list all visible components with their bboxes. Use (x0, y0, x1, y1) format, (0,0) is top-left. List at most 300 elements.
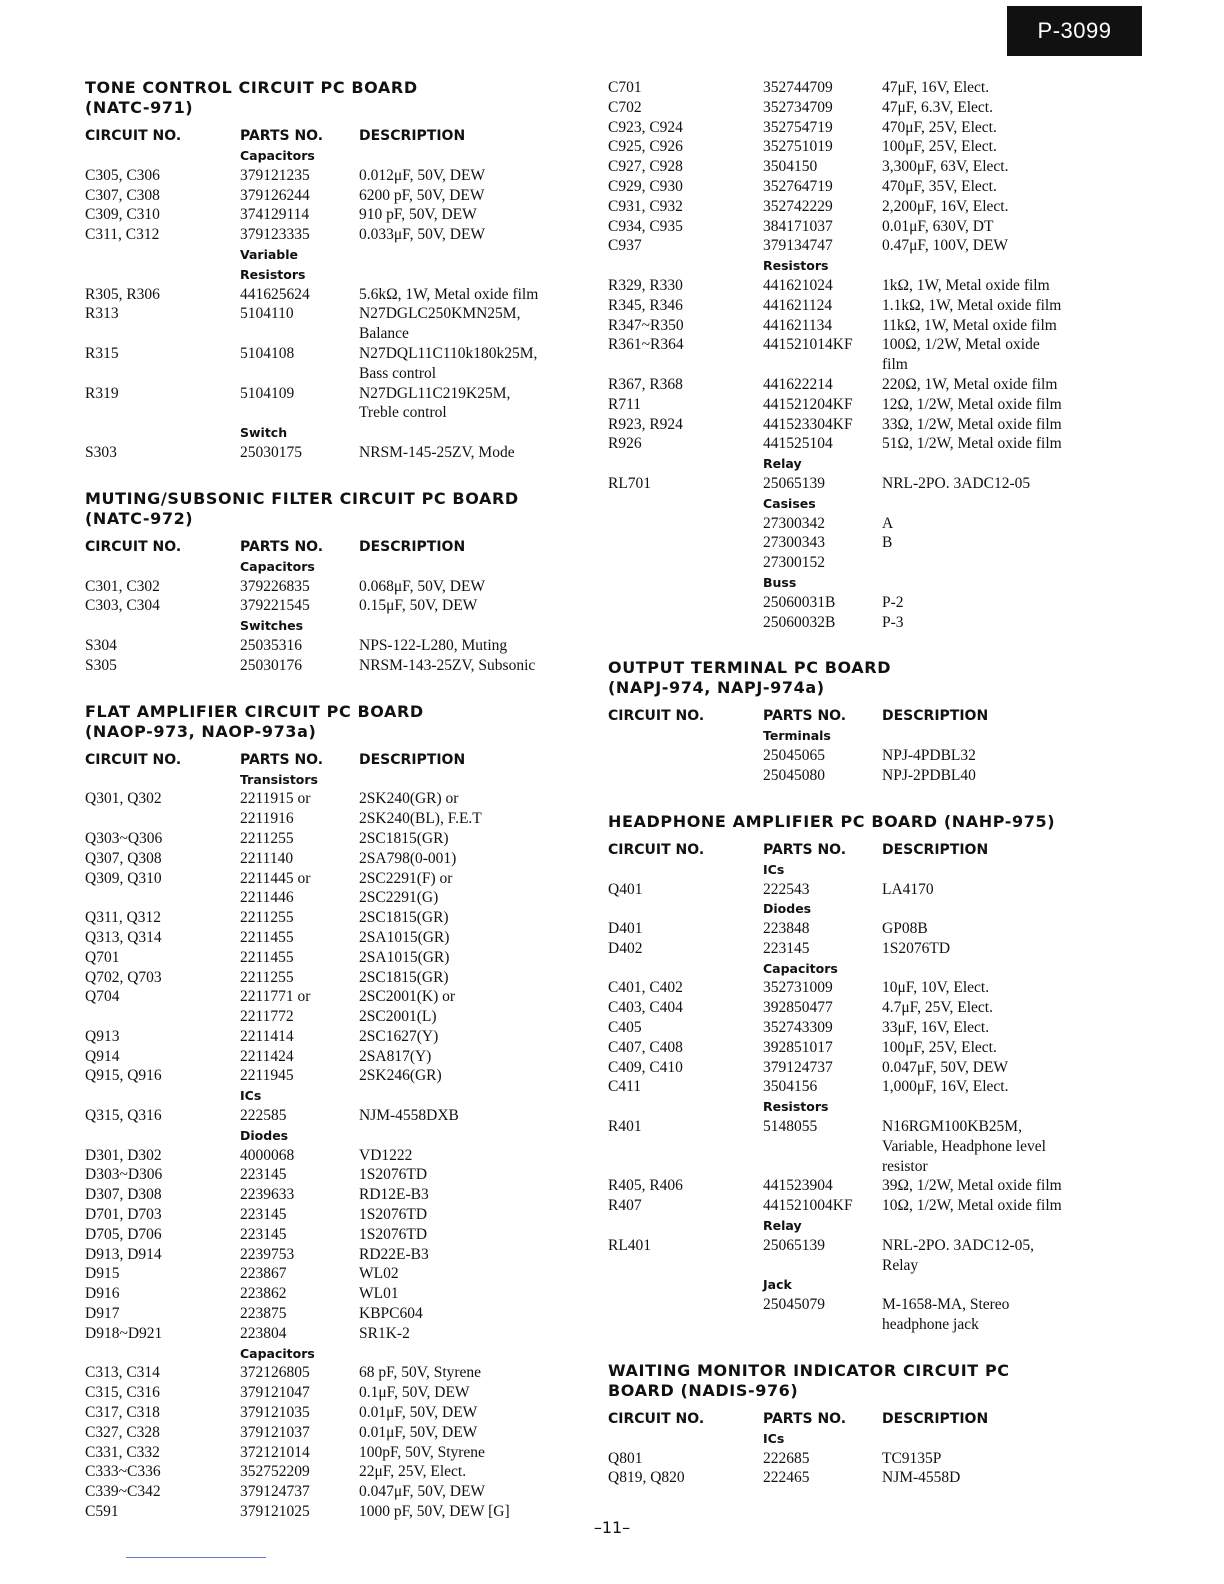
spacer (85, 616, 240, 636)
circuit-no: D401 (608, 920, 643, 938)
group-label-row (608, 1275, 1108, 1295)
circuit-no (608, 613, 763, 633)
description: 2SC1815(GR) (359, 909, 449, 927)
spacer (85, 770, 240, 790)
description-header: DESCRIPTION (359, 751, 466, 768)
circuit-no: C409, C410 (608, 1058, 683, 1076)
table-row (85, 1165, 585, 1185)
table-row (85, 636, 585, 656)
description: 5.6kΩ, 1W, Metal oxide film (359, 285, 539, 303)
parts-no: 223862 (240, 1285, 287, 1303)
group-label-row (85, 1344, 585, 1364)
description: P-3 (882, 613, 904, 631)
description: 1.1kΩ, 1W, Metal oxide film (882, 296, 1062, 314)
parts-no: 223145 (763, 939, 810, 957)
circuit-no-header: CIRCUIT NO. (85, 538, 182, 555)
parts-no: 441521204KF (763, 395, 853, 413)
description: 1S2076TD (359, 1166, 428, 1184)
circuit-no: D303~D306 (85, 1166, 163, 1184)
table-row (608, 533, 1108, 553)
page-tag: P-3099 (1007, 6, 1142, 56)
group-label: Resistors (763, 258, 829, 274)
table-row (85, 1047, 585, 1067)
parts-no: 2239753 (240, 1245, 295, 1263)
table-row (85, 1027, 585, 1047)
parts-no: 441523304KF (763, 415, 853, 433)
parts-section (608, 658, 1108, 785)
parts-no: 379121035 (240, 1404, 310, 1422)
table-row (608, 474, 1108, 494)
spacer (608, 860, 763, 880)
parts-no-header: PARTS NO. (763, 841, 847, 858)
circuit-no: C303, C304 (85, 597, 160, 615)
spacer (85, 1344, 240, 1364)
parts-no: 352744709 (763, 79, 833, 96)
circuit-no: R367, R368 (608, 375, 683, 393)
parts-no: 25030175 (240, 443, 302, 461)
spacer (608, 494, 763, 514)
circuit-no: D916 (85, 1285, 120, 1303)
circuit-no: R345, R346 (608, 296, 683, 314)
parts-no: 25030176 (240, 656, 302, 674)
group-label-row (608, 959, 1108, 979)
description (882, 553, 1108, 573)
parts-no: 2211445 or 2211446 (240, 869, 311, 907)
description: RD22E-B3 (359, 1245, 429, 1263)
spacer (608, 1216, 763, 1236)
circuit-no: Q701 (85, 948, 120, 966)
spacer (608, 1429, 763, 1449)
table-header (85, 750, 585, 770)
table-row (608, 880, 1108, 900)
description: 39Ω, 1/2W, Metal oxide film (882, 1177, 1062, 1195)
table-row (608, 1176, 1108, 1196)
circuit-no: C923, C924 (608, 118, 683, 136)
left-column (85, 78, 585, 1532)
table-row (85, 166, 585, 186)
table-row (85, 1225, 585, 1245)
description: 3,300μF, 63V, Elect. (882, 158, 1009, 176)
description: NJM-4558D (882, 1469, 961, 1487)
table-row (85, 1146, 585, 1166)
description: VD1222 (359, 1146, 413, 1164)
section-title: OUTPUT TERMINAL PC BOARD (608, 658, 892, 678)
table-row (608, 746, 1108, 766)
description-header: DESCRIPTION (359, 538, 466, 555)
parts-no: 352743309 (763, 1019, 833, 1037)
table-row (85, 1403, 585, 1423)
circuit-no: C333~C336 (85, 1463, 161, 1481)
table-row (608, 1077, 1108, 1097)
table-row (85, 1443, 585, 1463)
description: A (882, 514, 894, 532)
table-row (608, 375, 1108, 395)
circuit-no: Q401 (608, 880, 643, 898)
group-label-row (608, 899, 1108, 919)
table-header (85, 537, 585, 557)
description: 2SC2291(F) or 2SC2291(G) (359, 869, 453, 907)
section-title: FLAT AMPLIFIER CIRCUIT PC BOARD (85, 701, 424, 721)
description: 1000 pF, 50V, DEW [G] (359, 1503, 510, 1521)
parts-no: 379124737 (763, 1058, 833, 1076)
description: N27DGLC250KMN25M, Balance (359, 305, 521, 343)
circuit-no (608, 553, 763, 573)
table-row (608, 1236, 1108, 1276)
circuit-no: C937 (608, 237, 642, 255)
description: 100μF, 25V, Elect. (882, 1038, 997, 1056)
description: NRL-2PO. 3ADC12-05, Relay (882, 1236, 1034, 1274)
table-row (608, 316, 1108, 336)
table-row (85, 205, 585, 225)
table-row (608, 415, 1108, 435)
group-label-row (85, 557, 585, 577)
table-row (608, 919, 1108, 939)
group-label-row (608, 1429, 1108, 1449)
spacer (85, 245, 240, 285)
parts-no-header: PARTS NO. (240, 751, 324, 768)
table-row (85, 1106, 585, 1126)
description: 51Ω, 1/2W, Metal oxide film (882, 435, 1062, 453)
parts-no: 27300152 (763, 554, 825, 572)
description: N16RGM100KB25M, Variable, Headphone level resistor (882, 1118, 1046, 1175)
circuit-no (608, 1295, 763, 1335)
circuit-no: Q913 (85, 1027, 120, 1045)
parts-no: 379124737 (240, 1483, 310, 1501)
parts-no: 392851017 (763, 1038, 833, 1056)
description: 2SK240(GR) or 2SK240(BL), F.E.T (359, 790, 482, 828)
parts-no: 2211255 (240, 909, 294, 927)
group-label: ICs (763, 861, 785, 877)
parts-no: 223145 (240, 1166, 287, 1184)
group-label-row (608, 573, 1108, 593)
circuit-no: C301, C302 (85, 577, 160, 595)
table-row (85, 869, 585, 909)
group-label: Diodes (763, 901, 812, 917)
description: M-1658-MA, Stereo headphone jack (882, 1296, 1010, 1334)
table-row (608, 514, 1108, 534)
circuit-no: C702 (608, 98, 642, 116)
description: 0.012μF, 50V, DEW (359, 166, 486, 184)
parts-no: 352764719 (763, 177, 833, 195)
circuit-no: Q702, Q703 (85, 968, 162, 986)
description: SR1K-2 (359, 1324, 410, 1342)
description: 0.47μF, 100V, DEW (882, 237, 1009, 255)
circuit-no: C311, C312 (85, 226, 160, 244)
group-label: Relay (763, 456, 802, 472)
parts-no: 379121235 (240, 166, 310, 184)
section-subtitle: (NATC-971) (85, 98, 194, 117)
parts-no: 379226835 (240, 577, 310, 595)
parts-no: 223145 (240, 1206, 287, 1224)
parts-no: 27300342 (763, 514, 825, 532)
circuit-no: C405 (608, 1019, 642, 1037)
spacer (608, 1097, 763, 1117)
circuit-no: C305, C306 (85, 166, 160, 184)
group-label: Jack (763, 1277, 792, 1293)
table-row (608, 1018, 1108, 1038)
description: 2SA798(0-001) (359, 849, 457, 867)
table-header (608, 840, 1108, 860)
table-row (608, 553, 1108, 573)
table-row (85, 384, 585, 424)
table-row (85, 968, 585, 988)
table-row (608, 276, 1108, 296)
table-row (85, 987, 585, 1027)
table-row (608, 998, 1108, 1018)
group-label-row (85, 1086, 585, 1106)
table-row (608, 613, 1108, 633)
description: WL02 (359, 1265, 399, 1283)
circuit-no: R405, R406 (608, 1177, 683, 1195)
description: 33Ω, 1/2W, Metal oxide film (882, 415, 1062, 433)
parts-no: 379121025 (240, 1503, 310, 1521)
spacer (608, 1275, 763, 1295)
table-row (608, 1196, 1108, 1216)
table-row (608, 118, 1108, 138)
circuit-no: R926 (608, 435, 642, 453)
description: TC9135P (882, 1449, 942, 1467)
parts-no: 441521014KF (763, 336, 853, 354)
description: 1S2076TD (359, 1206, 428, 1224)
section-subtitle: (NAPJ-974, NAPJ-974a) (608, 678, 825, 698)
circuit-no: Q914 (85, 1047, 120, 1065)
circuit-no: R319 (85, 384, 119, 402)
parts-no-header: PARTS NO. (240, 128, 324, 144)
parts-no: 441523904 (763, 1177, 833, 1195)
group-label: ICs (240, 1088, 262, 1104)
parts-no: 5104108 (240, 344, 295, 362)
parts-no: 222465 (763, 1469, 810, 1487)
group-label-row (608, 1097, 1108, 1117)
table-row (85, 1284, 585, 1304)
description: 2SA1015(GR) (359, 948, 450, 966)
circuit-no: D402 (608, 939, 643, 957)
table-row (85, 1383, 585, 1403)
table-row (608, 236, 1108, 256)
group-label-row (85, 1126, 585, 1146)
parts-no: 352742229 (763, 197, 833, 215)
description: NPJ-2PDBL40 (882, 766, 976, 784)
spacer (85, 1086, 240, 1106)
table-row (608, 1449, 1108, 1469)
parts-no: 352752209 (240, 1463, 310, 1481)
description: 1,000μF, 16V, Elect. (882, 1078, 1009, 1096)
parts-no: 5104109 (240, 384, 295, 402)
table-row (608, 157, 1108, 177)
parts-no: 441525104 (763, 435, 833, 453)
group-label-row (608, 256, 1108, 276)
circuit-no: C401, C402 (608, 979, 683, 997)
circuit-no: D301, D302 (85, 1146, 162, 1164)
group-label: Resistors (763, 1099, 829, 1115)
parts-no: 25060032B (763, 613, 836, 631)
group-label: Relay (763, 1218, 802, 1234)
description: 2SC1815(GR) (359, 968, 449, 986)
group-label: Switch (240, 425, 288, 441)
group-label-row (85, 245, 585, 285)
table-row (85, 656, 585, 676)
spacer (608, 573, 763, 593)
circuit-no: C701 (608, 79, 642, 96)
description: NRL-2PO. 3ADC12-05 (882, 474, 1031, 492)
description: 2SA1015(GR) (359, 928, 450, 946)
table-row (608, 98, 1108, 118)
table-row (85, 1462, 585, 1482)
description: 68 pF, 50V, Styrene (359, 1364, 482, 1382)
parts-no-header: PARTS NO. (763, 1410, 847, 1427)
table-row (85, 928, 585, 948)
group-label: Switches (240, 618, 304, 634)
parts-no: 2211414 (240, 1027, 294, 1045)
spacer (85, 423, 240, 443)
group-label: Capacitors (763, 960, 838, 976)
group-label: Capacitors (240, 558, 315, 574)
table-row (608, 1058, 1108, 1078)
description: 0.01μF, 630V, DT (882, 217, 994, 235)
table-row (608, 395, 1108, 415)
parts-section (85, 78, 585, 463)
table-row (85, 344, 585, 384)
circuit-no: C927, C928 (608, 158, 683, 176)
circuit-no: Q819, Q820 (608, 1469, 685, 1487)
table-row (608, 766, 1108, 786)
parts-no: 223848 (763, 920, 810, 938)
circuit-no-header: CIRCUIT NO. (608, 1410, 705, 1427)
description: 910 pF, 50V, DEW (359, 206, 477, 224)
parts-no: 222685 (763, 1449, 810, 1467)
parts-section (85, 702, 585, 1522)
group-label-row (608, 494, 1108, 514)
description: NPJ-4PDBL32 (882, 747, 976, 765)
table-row (85, 1245, 585, 1265)
parts-no: 222585 (240, 1107, 287, 1125)
parts-no: 441625624 (240, 285, 310, 303)
group-label-row (85, 423, 585, 443)
description: 47μF, 6.3V, Elect. (882, 98, 993, 116)
circuit-no: R315 (85, 344, 119, 362)
table-row (85, 829, 585, 849)
section-subtitle: BOARD (NADIS-976) (608, 1380, 799, 1400)
circuit-no-header: CIRCUIT NO. (608, 841, 705, 858)
circuit-no (608, 593, 763, 613)
circuit-no: Q311, Q312 (85, 909, 162, 927)
description: 0.01μF, 50V, DEW (359, 1423, 478, 1441)
description: 12Ω, 1/2W, Metal oxide film (882, 395, 1062, 413)
parts-no: 441621024 (763, 276, 833, 294)
circuit-no (608, 746, 763, 766)
table-row (608, 177, 1108, 197)
description: 2SC2001(K) or 2SC2001(L) (359, 988, 456, 1026)
parts-no: 441621124 (763, 296, 833, 314)
description: 100pF, 50V, Styrene (359, 1443, 485, 1461)
table-row (85, 1205, 585, 1225)
table-header (85, 126, 585, 146)
parts-no: 3504156 (763, 1078, 818, 1096)
table-row (85, 1185, 585, 1205)
circuit-no: Q313, Q314 (85, 928, 162, 946)
table-row (85, 304, 585, 344)
circuit-no: C934, C935 (608, 217, 683, 235)
description: 10Ω, 1/2W, Metal oxide film (882, 1197, 1062, 1215)
circuit-no: C315, C316 (85, 1384, 160, 1402)
description: 0.1μF, 50V, DEW (359, 1384, 470, 1402)
parts-no: 441621134 (763, 316, 833, 334)
parts-no: 25035316 (240, 636, 302, 654)
group-label: ICs (763, 1430, 785, 1446)
footer-divider (126, 1557, 266, 1558)
table-row (608, 593, 1108, 613)
table-row (608, 217, 1108, 237)
description: 0.01μF, 50V, DEW (359, 1404, 478, 1422)
description: 4.7μF, 25V, Elect. (882, 999, 993, 1017)
description: N27DGL11C219K25M, Treble control (359, 384, 511, 422)
parts-no: 2211455 (240, 928, 294, 946)
table-row (85, 596, 585, 616)
parts-no: 2211140 (240, 849, 294, 867)
parts-no: 223804 (240, 1324, 287, 1342)
group-label: Casises (763, 495, 816, 511)
page-number: –11– (593, 1518, 631, 1537)
description: WL01 (359, 1285, 399, 1303)
description-header: DESCRIPTION (882, 841, 989, 858)
parts-no: 2211255 (240, 829, 294, 847)
parts-no: 441622214 (763, 375, 833, 393)
description: 2SK246(GR) (359, 1067, 442, 1085)
table-row (85, 225, 585, 245)
parts-no: 4000068 (240, 1146, 295, 1164)
parts-no: 2211424 (240, 1047, 294, 1065)
circuit-no: Q309, Q310 (85, 869, 162, 887)
circuit-no: D918~D921 (85, 1324, 163, 1342)
parts-no: 352754719 (763, 118, 833, 136)
circuit-no: S303 (85, 443, 117, 461)
parts-no-header: PARTS NO. (240, 538, 324, 555)
parts-no: 2211771 or 2211772 (240, 988, 311, 1026)
circuit-no: R407 (608, 1197, 642, 1215)
table-row (608, 939, 1108, 959)
parts-no: 2211255 (240, 968, 294, 986)
circuit-no: C317, C318 (85, 1404, 160, 1422)
group-label: Transistors (240, 771, 318, 787)
circuit-no: D917 (85, 1305, 120, 1323)
description: 1S2076TD (359, 1225, 428, 1243)
description-header: DESCRIPTION (359, 128, 466, 144)
table-row (85, 1423, 585, 1443)
circuit-no: C591 (85, 1503, 119, 1521)
parts-no: 379121047 (240, 1384, 310, 1402)
circuit-no: R711 (608, 395, 642, 413)
table-row (608, 137, 1108, 157)
table-row (608, 1295, 1108, 1335)
parts-no-header: PARTS NO. (763, 708, 847, 725)
parts-no: 2211945 (240, 1067, 294, 1085)
parts-no: 374129114 (240, 206, 310, 224)
parts-no: 2211455 (240, 948, 294, 966)
group-label: Capacitors (240, 1345, 315, 1361)
parts-no: 5148055 (763, 1118, 818, 1136)
table-header (608, 1409, 1108, 1429)
spacer (608, 899, 763, 919)
circuit-no: S304 (85, 636, 117, 654)
description: 33μF, 16V, Elect. (882, 1019, 990, 1037)
description: 10μF, 10V, Elect. (882, 979, 990, 997)
parts-no: 352734709 (763, 98, 833, 116)
group-label: Variable Resistors (240, 246, 306, 282)
circuit-no: S305 (85, 656, 117, 674)
table-row (85, 285, 585, 305)
circuit-no: Q301, Q302 (85, 790, 162, 808)
description: 100Ω, 1/2W, Metal oxide film (882, 336, 1040, 374)
